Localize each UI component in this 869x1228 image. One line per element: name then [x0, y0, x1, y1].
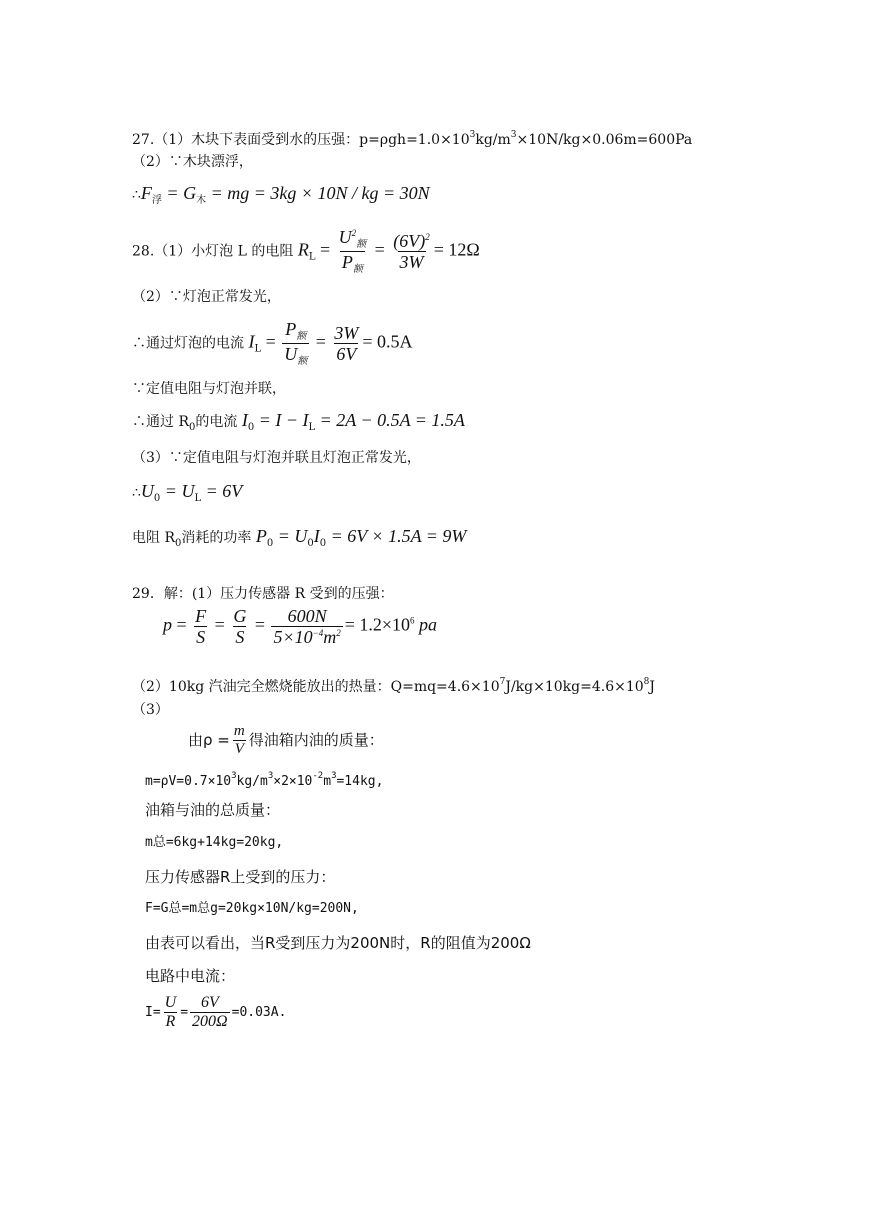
q29-line-9: F=G总=m总g=20kg×10N/kg=200N,	[145, 901, 359, 916]
q29-line-5: $m=\rho V=0.7\times 10^3kg/m^3\times 2\times 10^{-2}m^3=14kg$,	[145, 771, 384, 789]
q29-pressure-formula: p = $\frac{F}{S}$ = $\frac{G}{S}$ = $\frac{600N}{5\times 10^{-4}m^2}$ = $1.2\times 10^6$ pa	[163, 606, 438, 647]
q28-line-6: （3）∵定值电阻与灯泡并联且灯泡正常发光，	[132, 450, 421, 466]
q29-line-4: 由ρ = $\frac{m}{V}$ 得油箱内油的质量：	[188, 723, 384, 757]
q29-line-2: （2）10kg 汽油完全燃烧能放出的热量：$Q=mq=4.6\times 10^7J/kg\times 10kg=4.6\times 10^8J$	[132, 677, 656, 695]
q27-line-2: （2）∵木块漂浮，	[132, 154, 253, 170]
q29-line-8: 压力传感器R上受到的压力：	[145, 868, 336, 886]
q28-line-3: ∴通过灯泡的电流 $I_L$ = $\frac{P_额}{U_额}$ = $\frac{3W}{6V}$ = 0.5A	[132, 319, 413, 367]
fraction: $\frac{F}{S}$	[195, 606, 207, 647]
q28-line-2: （2）∵灯泡正常发光，	[132, 289, 281, 305]
q27-line-3: $\therefore F_浮 = G_木$ = mg = 3kg × 10N / kg = 30N	[132, 183, 430, 206]
q28-line-8: 电阻 $R_0$消耗的功率 $P_0 = U_0I_0 = 6V \times 1.5A = 9W$	[132, 526, 467, 549]
q29-line-1: 29．解：(1）压力传感器 R 受到的压强：	[132, 586, 394, 602]
q29-line-12: I= $\frac{U}{R}$ = $\frac{6V}{200\Omega}$ =0.03A.	[145, 994, 287, 1030]
q27-line-1: 27.（1）木块下表面受到水的压强：$p=\rho gh=1.0\times 10^3kg/m^3\times 10N/kg\times 0.06m=600Pa$	[132, 130, 693, 148]
fraction: $\frac{6V}{200\Omega}$	[192, 994, 228, 1030]
fraction: $\frac{m}{V}$	[233, 723, 245, 757]
fraction: $\frac{3W}{6V}$	[334, 323, 359, 364]
q28-line-5: ∴通过 $R_0$的电流 $I_0 = I - I_L = 2A - 0.5A = 1.5A$	[132, 410, 465, 433]
fraction: $\frac{(6V)^2}{3W}$	[393, 231, 430, 272]
fraction: $\frac{P_额}{U_额}$	[284, 319, 308, 367]
q29-line-3: （3）	[132, 702, 169, 718]
q28-line-1: 28.（1）小灯泡 L 的电阻 $R_L$ = $\frac{U^2_额}{P_额}$ = $\frac{(6V)^2}{3W}$ = 12Ω	[132, 227, 480, 275]
q29-line-7: m总=6kg+14kg=20kg,	[145, 835, 284, 850]
fraction: $\frac{U}{R}$	[164, 994, 177, 1030]
q28-line-7: $\therefore U_0 = U_L = 6V$	[132, 481, 243, 504]
q28-line-4: ∵定值电阻与灯泡并联，	[132, 381, 286, 397]
fraction: $\frac{600N}{5\times 10^{-4}m^2}$	[273, 606, 341, 647]
fraction: $\frac{G}{S}$	[233, 606, 247, 647]
q29-line-11: 电路中电流：	[145, 967, 236, 985]
q29-line-6: 油箱与油的总质量：	[145, 801, 281, 819]
fraction: $\frac{U^2_额}{P_额}$	[338, 227, 367, 275]
q29-line-10: 由表可以看出，当R受到压力为200N时，R的阻值为200Ω	[145, 934, 531, 952]
